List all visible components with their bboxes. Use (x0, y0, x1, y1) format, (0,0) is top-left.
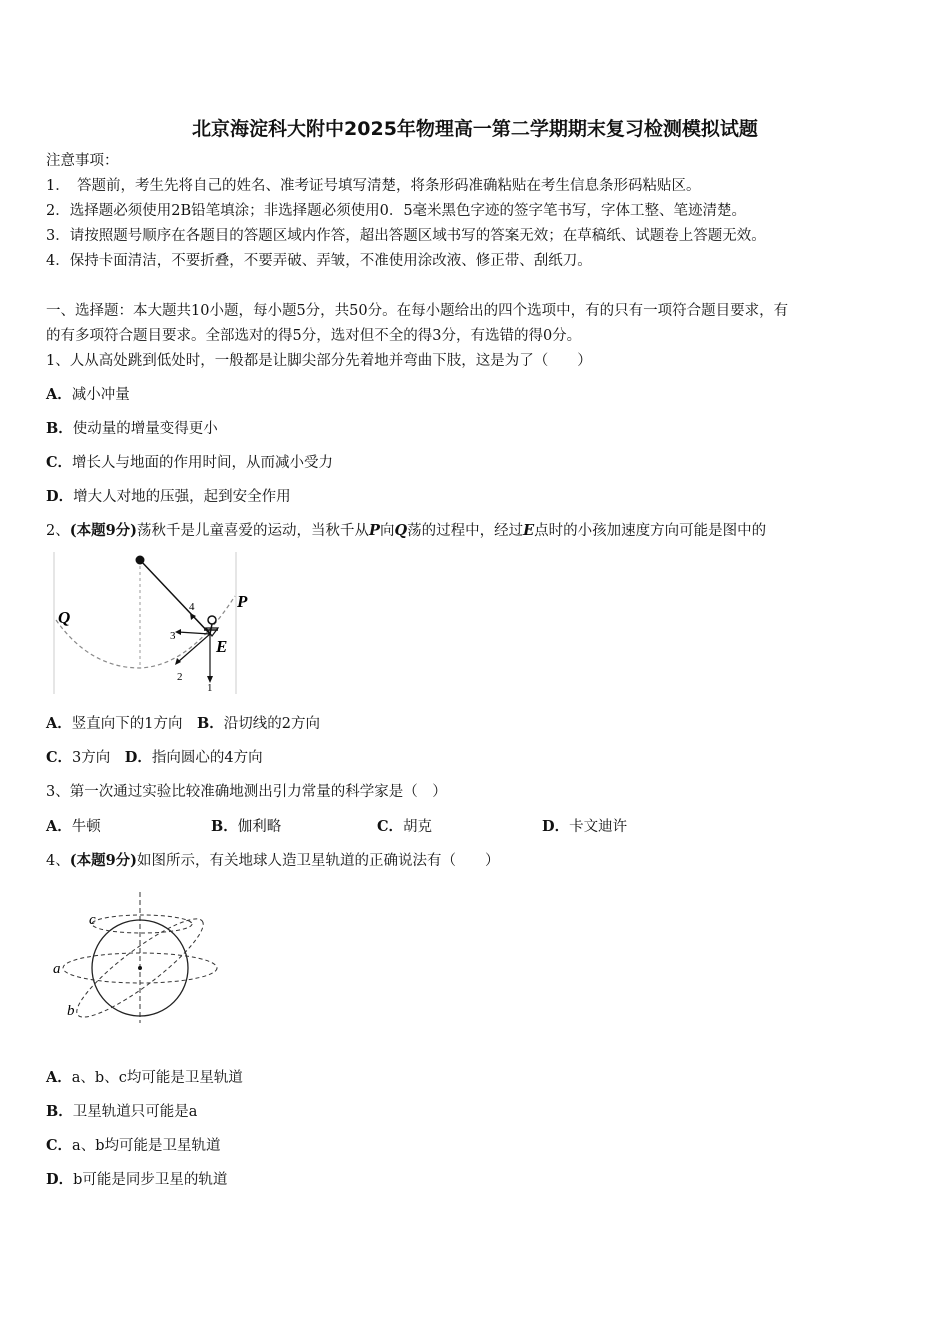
q4-stem: 4、(本题9分)如图所示，有关地球人造卫星轨道的正确说法有（ ） (46, 852, 500, 869)
q1-option-a: A．减小冲量 (46, 386, 130, 403)
q3-stem: 3、第一次通过实验比较准确地测出引力常量的科学家是（ ） (46, 784, 447, 800)
q2-stem: 2、(本题9分)荡秋千是儿童喜爱的运动，当秋千从P向Q荡的过程中，经过E点时的小孩加速度方向可能是图中的 (46, 522, 767, 539)
notice-item: 3．请按照题号顺序在各题目的答题区域内作答，超出答题区域书写的答案无效；在草稿纸、试题卷上答题无效。 (46, 228, 766, 244)
page-title: 北京海淀科大附中2025年物理高一第二学期期末复习检测模拟试题 (192, 118, 758, 140)
q1-option-d: D．增大人对地的压强，起到安全作用 (46, 488, 291, 505)
q1-option-c: C．增长人与地面的作用时间，从而减小受力 (46, 454, 334, 471)
notice-heading: 注意事项： (46, 153, 119, 169)
q3-option-b: B．伽利略 (211, 818, 282, 835)
q3-option-a: A．牛顿 (46, 818, 101, 835)
q4-option-d: D．b可能是同步卫星的轨道 (46, 1171, 228, 1188)
orbit-figure (50, 890, 225, 1025)
q3-option-c: C．胡克 (377, 818, 433, 835)
label-b: b (67, 1003, 75, 1019)
label-2: 2 (177, 671, 183, 683)
notice-item: 1． 答题前，考生先将自己的姓名、准考证号填写清楚，将条形码准确粘贴在考生信息条形码粘贴区。 (46, 178, 701, 194)
label-c: c (89, 912, 96, 928)
q4-option-b: B．卫星轨道只可能是a (46, 1103, 198, 1120)
q4-option-c: C．a、b均可能是卫星轨道 (46, 1137, 221, 1154)
notice-item: 4．保持卡面清洁，不要折叠，不要弄破、弄皱，不准使用涂改液、修正带、刮纸刀。 (46, 253, 592, 269)
swing-figure (50, 548, 260, 696)
section-intro-line1: 一、选择题：本大题共10小题，每小题5分，共50分。在每小题给出的四个选项中，有的只有一项符合题目要求，有 (46, 303, 789, 319)
q4-option-a: A．a、b、c均可能是卫星轨道 (46, 1069, 243, 1086)
q1-option-b: B．使动量的增量变得更小 (46, 420, 218, 437)
label-1: 1 (207, 682, 213, 694)
q1-stem: 1、人从高处跳到低处时，一般都是让脚尖部分先着地并弯曲下肢，这是为了（ ） (46, 353, 592, 369)
q2-options-row1: A．竖直向下的1方向 B．沿切线的2方向 (46, 715, 320, 732)
section-intro-line2: 的有多项符合题目要求。全部选对的得5分，选对但不全的得3分，有选错的得0分。 (46, 328, 582, 344)
label-3: 3 (170, 630, 176, 642)
label-q: Q (58, 608, 71, 627)
label-e: E (216, 637, 228, 656)
q3-option-d: D．卡文迪许 (542, 818, 628, 835)
label-p: P (237, 592, 248, 611)
notice-item: 2．选择题必须使用2B铅笔填涂；非选择题必须使用0．5毫米黑色字迹的签字笔书写，字体工整、笔迹清楚。 (46, 203, 747, 219)
q2-options-row2: C．3方向 D．指向圆心的4方向 (46, 749, 263, 766)
label-4: 4 (189, 601, 195, 613)
label-a: a (53, 961, 61, 977)
